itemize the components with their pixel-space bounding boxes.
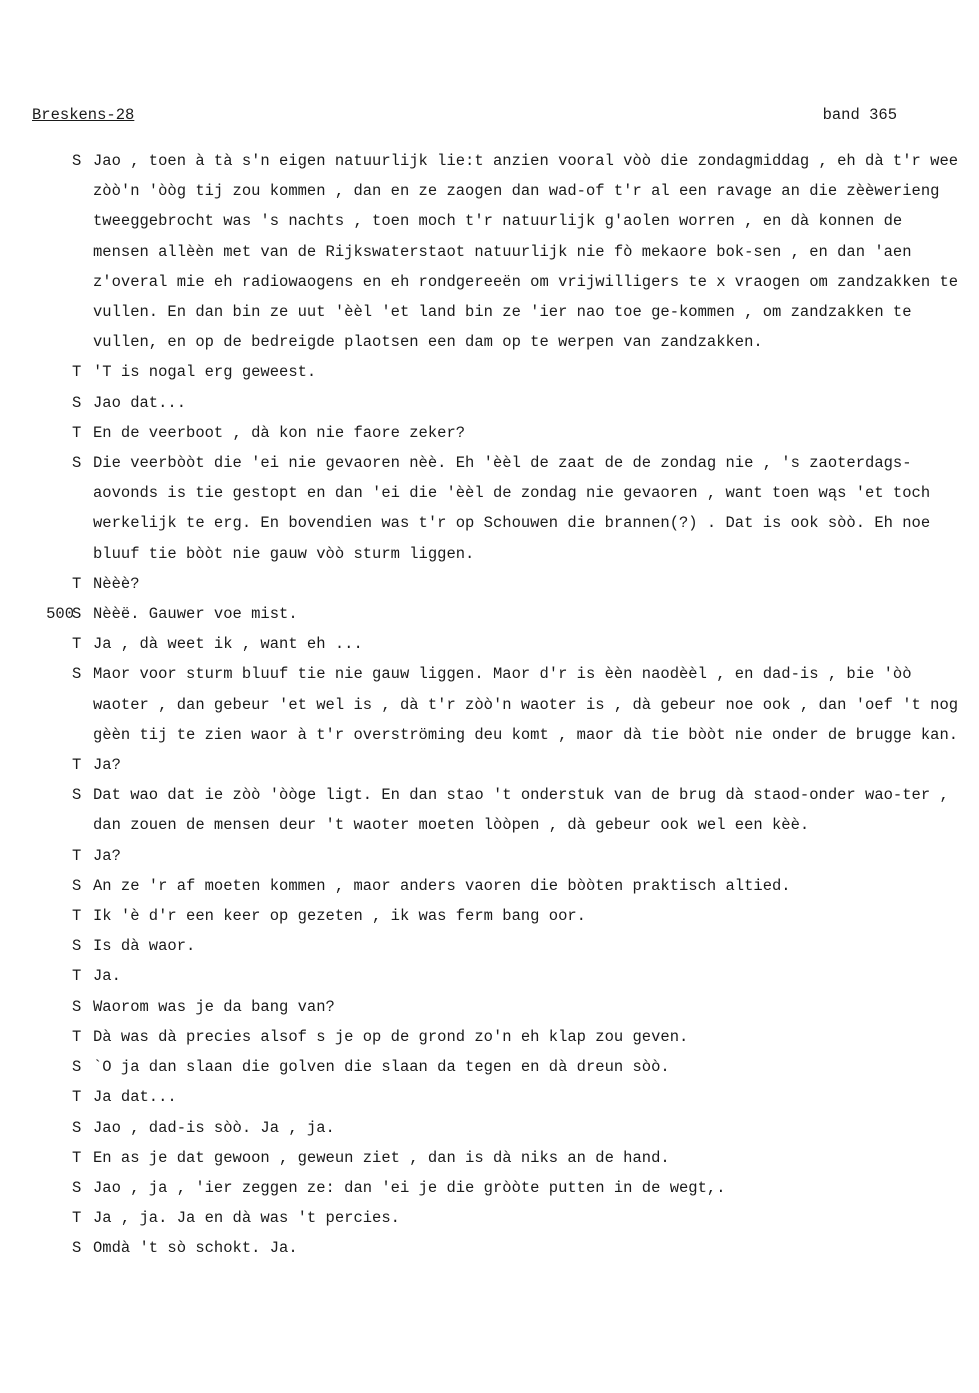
transcript-turn [0,569,979,599]
transcript-turn [0,1113,979,1143]
turn-text: En de veerboot , dà kon nie faore zeker? [93,423,466,442]
speaker-label: T [72,846,82,865]
speaker-label: T [72,1148,82,1167]
speaker-label: S [72,1239,82,1258]
speaker-label: T [72,1209,82,1228]
transcript-turn [0,841,979,871]
speaker-label: S [72,876,82,895]
turn-text: En as je dat gewoon , geweun ziet , dan is dà niks an de hand. [93,1148,670,1167]
speaker-label: S [72,1178,82,1197]
speaker-label: S [72,1058,82,1077]
turn-text: Maor voor sturm bluuf tie nie gauw liggen. Maor d'r is èèn naodèèl , en dad-is , bie 'òò waoter , dan gebeur 'et wel is , dà t'r zòò'n waoter is , dà gebeur noe ook , dan 'oef 't nog gèèn tij te zien waor à t'r overströming deu komt , maor dà tie bòòt nie onder de brugge kan. [93,665,959,744]
turn-text: Die veerbòòt die 'ei nie gevaoren nèè. Eh 'èèl de zaat de de zondag nie , 's zaoterdags-aovonds is tie gestopt en dan 'ei die 'èèl de zondag nie gevaoren , want toen wąs 'et toch werkelijk te erg. En bovendien was t'r op Schouwen die brannen(?) . Dat is ook sòò. Eh noe bluuf tie bòòt nie gauw vòò sturm liggen. [93,454,931,563]
turn-text: Is dà waor. [93,937,196,956]
turn-text: Jao , ja , 'ier zeggen ze: dan 'ei je die gròòte putten in de wegt,. [93,1178,726,1197]
speaker-label: T [72,1088,82,1107]
transcript-turn [0,629,979,659]
turn-text: `O ja dan slaan die golven die slaan da tegen en dà dreun sòò. [93,1058,670,1077]
transcript-turn [0,599,979,629]
transcript-turn [0,388,979,418]
transcript-turn [0,931,979,961]
speaker-label: S [72,997,82,1016]
page-header [32,106,897,130]
transcript-turn [0,750,979,780]
transcript-turn [0,418,979,448]
speaker-label: T [72,967,82,986]
speaker-label: S [72,605,82,624]
speaker-label: S [72,786,82,805]
transcript-turn [0,961,979,991]
speaker-label: T [72,1027,82,1046]
transcript-turn [0,780,979,840]
speaker-label: T [72,756,82,775]
turn-text: Dà was dà precies alsof s je op de grond zo'n eh klap zou geven. [93,1027,689,1046]
turn-text: Omdà 't sò schokt. Ja. [93,1239,298,1258]
line-number: 500 [46,605,74,624]
speaker-label: S [72,393,82,412]
transcript-turn [0,901,979,931]
transcript-turn [0,448,979,569]
transcript-turn [0,357,979,387]
speaker-label: S [72,454,82,473]
document-id: Breskens-28 [32,106,135,124]
speaker-label: T [72,574,82,593]
turn-text: Jao , toen à tà s'n eigen natuurlijk lie:t anzien vooral vòò die zondagmiddag , eh dà t'r wee zòò'n 'òòg tij zou kommen , dan en ze zaogen dan wad-of t'r al een ravage an die zèèwerieng tweeggebrocht was 's nachts , toen moch t'r natuurlijk g'aolen worren , en dà konnen de mensen allèèn met van de Rijkswaterstaot natuurlijk nie fò mekaore bok-sen , en dan 'aen z'overal mie eh radiowaogens en eh rondgereeën om vrijwilligers te x vraogen om zandzakken te vullen. En dan bin ze uut 'èèl 'et land bin ze 'ier nao toe ge-kommen , om zandzakken te vullen, en op de bedreigde plaotsen een dam op te werpen van zandzakken. [93,152,959,352]
transcript-turn [0,1082,979,1112]
transcript-turn [0,1022,979,1052]
speaker-label: T [72,363,82,382]
turn-text: Ja? [93,756,121,775]
turn-text: Ja dat... [93,1088,177,1107]
turn-text: Nèèë. Gauwer voe mist. [93,605,298,624]
transcript-turn [0,1052,979,1082]
transcript-turn [0,871,979,901]
turn-text: An ze 'r af moeten kommen , maor anders vaoren die bòòten praktisch altied. [93,876,791,895]
turn-text: 'T is nogal erg geweest. [93,363,317,382]
turn-text: Ja , dà weet ik , want eh ... [93,635,363,654]
turn-text: Ja , ja. Ja en dà was 't percies. [93,1209,400,1228]
turn-text: Ja. [93,967,121,986]
speaker-label: T [72,635,82,654]
turn-text: Ik 'è d'r een keer op gezeten , ik was ferm bang oor. [93,907,586,926]
speaker-label: S [72,937,82,956]
transcript-turn [0,1173,979,1203]
transcript-turn [0,1203,979,1233]
turn-text: Jao dat... [93,393,187,412]
turn-text: Nèèè? [93,574,140,593]
turn-text: Waorom was je da bang van? [93,997,335,1016]
turn-text: Jao , dad-is sòò. Ja , ja. [93,1118,335,1137]
speaker-label: T [72,423,82,442]
transcript-turn [0,992,979,1022]
speaker-label: T [72,907,82,926]
transcript-turn [0,146,979,357]
speaker-label: S [72,152,82,170]
transcript-turn [0,1143,979,1173]
tape-number: band 365 [822,106,897,124]
transcript-turn [0,1233,979,1263]
turn-text: Dat wao dat ie zòò 'òòge ligt. En dan stao 't onderstuk van de brug dà staod-onder wao-ter , dan zouen de mensen deur 't waoter moeten lòòpen , dà gebeur ook wel een kèè. [93,786,949,835]
transcript [0,146,979,1264]
turn-text: Ja? [93,846,121,865]
speaker-label: S [72,1118,82,1137]
speaker-label: S [72,665,82,684]
transcript-turn [0,659,979,750]
